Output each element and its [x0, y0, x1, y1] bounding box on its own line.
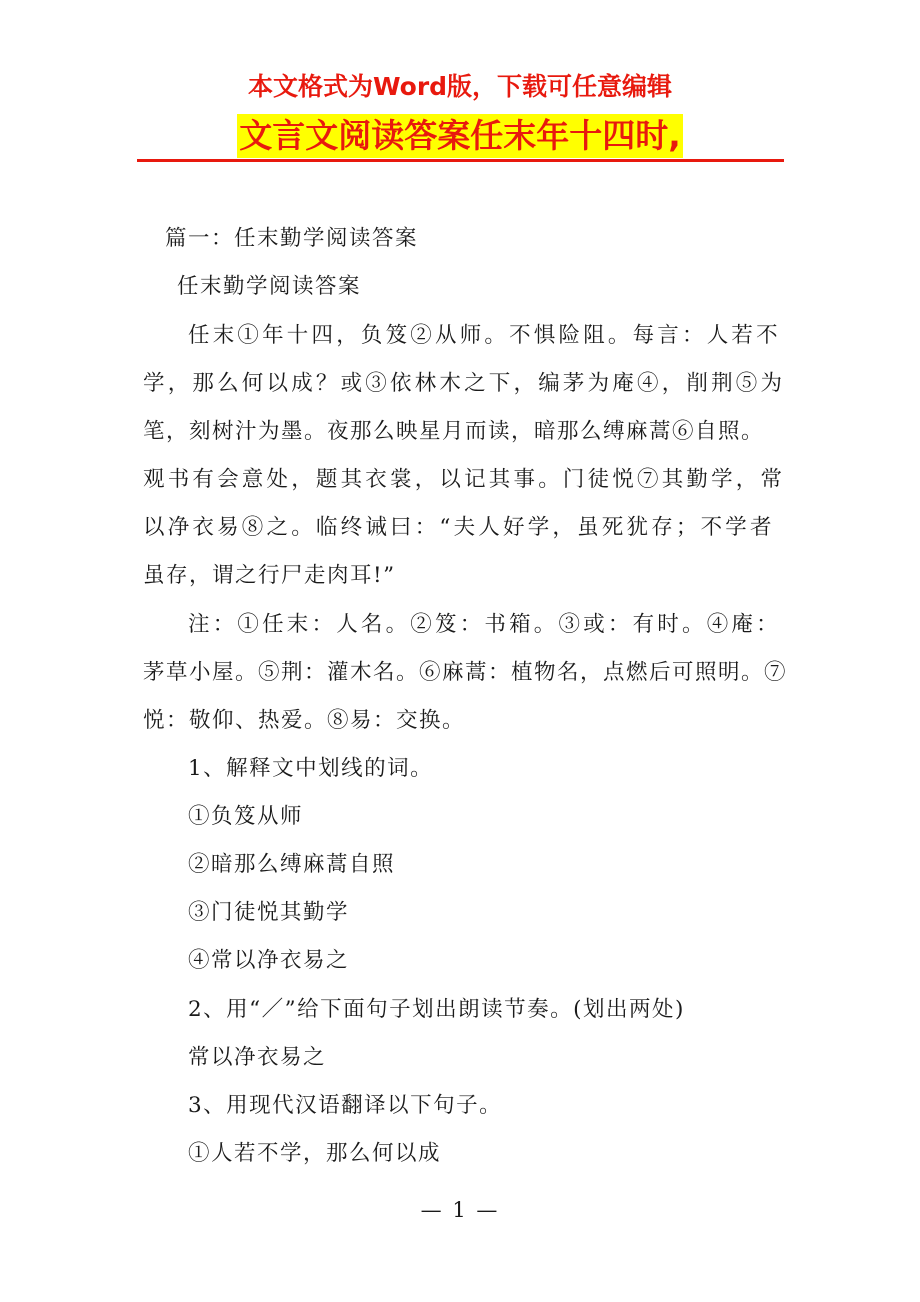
section-heading: 篇一：任末勤学阅读答案 [165, 226, 419, 251]
question-line: 1、解释文中划线的词。 [188, 756, 434, 781]
passage-line: 学，那么何以成？或③依林木之下，编茅为庵④，削荆⑤为 [143, 371, 786, 396]
notes-line: 注：①任末：人名。②笈：书箱。③或：有时。④庵： [188, 612, 781, 637]
question-line: ②暗那么缚麻蒿自照 [188, 852, 396, 877]
title-wrapper [0, 114, 920, 158]
passage-line: 观书有会意处，题其衣裳，以记其事。门徒悦⑦其勤学，常 [143, 467, 786, 492]
document-title: 文言文阅读答案任末年十四时, [237, 114, 683, 158]
question-line: ①负笈从师 [188, 804, 304, 829]
passage-line: 以净衣易⑧之。临终诫曰：“夫人好学，虽死犹存；不学者 [143, 515, 775, 540]
notes-line: 悦：敬仰、热爱。⑧易：交换。 [143, 708, 466, 733]
title-underline-rule [137, 159, 784, 162]
question-line: ③门徒悦其勤学 [188, 900, 350, 925]
subheading: 任末勤学阅读答案 [177, 274, 362, 299]
question-line: 3、用现代汉语翻译以下句子。 [188, 1093, 503, 1118]
passage-line: 任末①年十四，负笈②从师。不惧险阻。每言：人若不 [188, 323, 781, 348]
passage-line: 笔，刻树汁为墨。夜那么映星月而读，暗那么缚麻蒿⑥自照。 [143, 419, 765, 444]
notes-line: 茅草小屋。⑤荆：灌木名。⑥麻蒿：植物名，点燃后可照明。⑦ [143, 660, 788, 685]
question-line: 2、用“／”给下面句子划出朗读节奏。(划出两处) [188, 997, 685, 1022]
question-line: 常以净衣易之 [188, 1045, 327, 1070]
question-line: ④常以净衣易之 [188, 948, 350, 973]
question-line: ①人若不学，那么何以成 [188, 1141, 442, 1166]
page-number: — 1 — [420, 1198, 500, 1222]
passage-line: 虽存，谓之行尸走肉耳!” [143, 563, 396, 588]
document-banner: 本文格式为Word版，下载可任意编辑 [247, 72, 673, 101]
